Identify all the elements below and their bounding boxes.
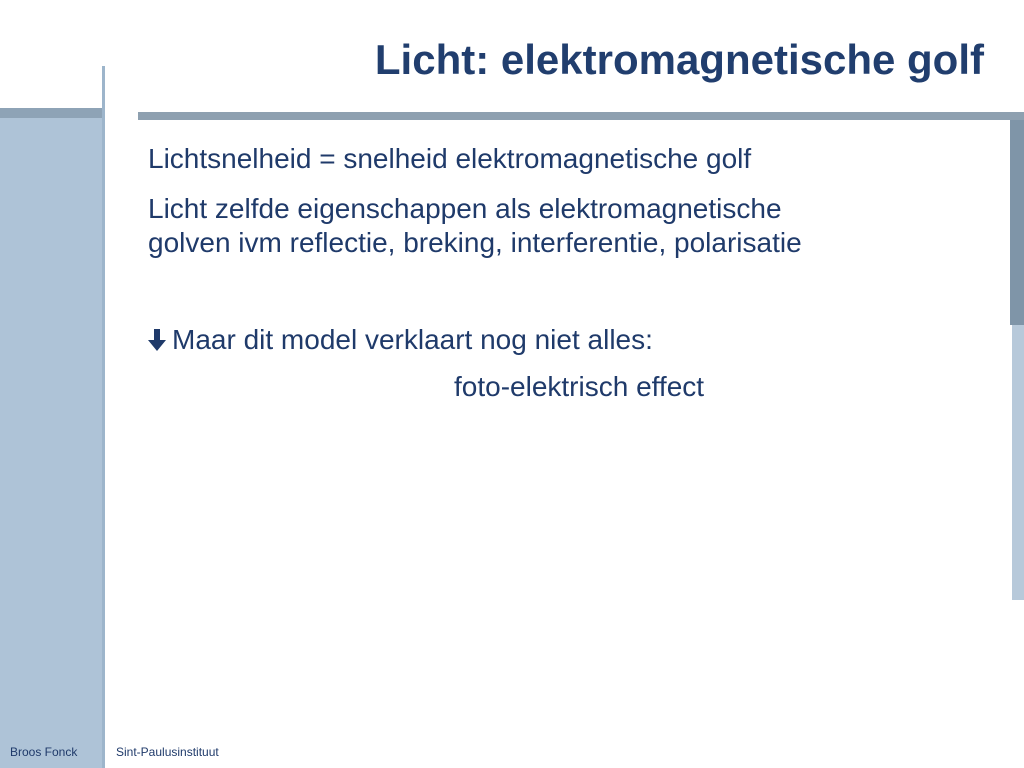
right-edge-band bbox=[1012, 325, 1024, 600]
body-line-3: golven ivm reflectie, breking, interferentie, polarisatie bbox=[148, 227, 802, 258]
body-line-1: Lichtsnelheid = snelheid elektromagnetische golf bbox=[148, 143, 752, 174]
body-line-4-text: Maar dit model verklaart nog niet alles: bbox=[172, 324, 653, 355]
right-edge-band-dark bbox=[1010, 120, 1024, 325]
body-line-2: Licht zelfde eigenschappen als elektromagnetische bbox=[148, 193, 782, 224]
footer-institution: Sint-Paulusinstituut bbox=[116, 745, 219, 759]
title-underline-rule bbox=[138, 112, 1024, 120]
body-line-5: foto-elektrisch effect bbox=[454, 371, 705, 402]
footer-author: Broos Fonck bbox=[10, 745, 78, 759]
left-sidebar-band bbox=[0, 118, 102, 768]
arrow-down-icon bbox=[148, 323, 166, 357]
body-line-4 bbox=[148, 323, 653, 357]
left-vertical-divider bbox=[102, 66, 105, 768]
left-sidebar-header-bar bbox=[0, 108, 102, 118]
slide-title: Licht: elektromagnetische golf bbox=[374, 36, 984, 83]
